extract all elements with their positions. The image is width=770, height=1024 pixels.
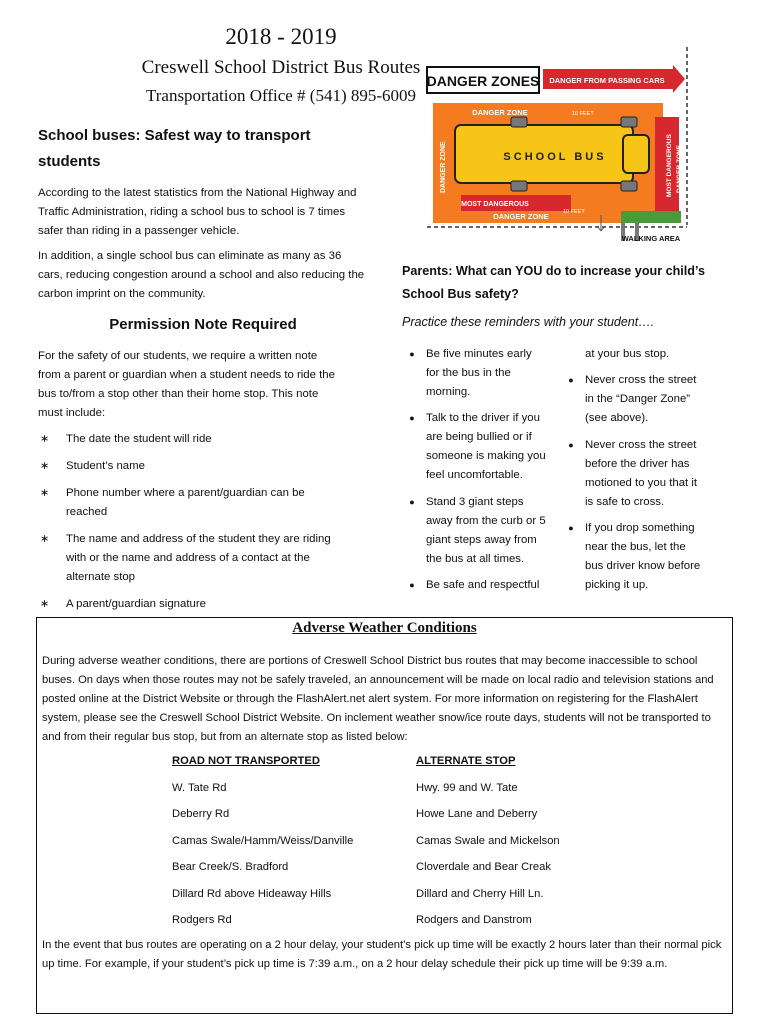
tip-text: Be five minutes early for the bus in the morning. [426,348,532,398]
front-most-dangerous-label: MOST DANGEROUS [666,134,673,197]
school-year: 2018 - 2019 [225,24,337,49]
tip-item [557,519,707,595]
passing-cars-label: DANGER FROM PASSING CARS [549,76,665,85]
top-feet-label: 10 FEET [572,111,594,117]
asterisk-bullet: ∗ [40,460,50,472]
road-cell: Dillard Rd above Hideaway Hills [172,888,332,900]
tip-text: Stand 3 giant steps away from the curb or 5 giant steps away from the bus at all times. [426,496,546,565]
statistics-paragraph: According to the latest statistics from the National Highway and Traffic Administration, riding a school bus to school is 7 times safer than riding in a passenger vehicle. [38,187,357,237]
road-cell: Deberry Rd [172,808,230,820]
requirement-text: The date the student will ride [66,433,212,445]
parents-heading: Parents: What can YOU do to increase your child’s School Bus safety? [402,264,706,301]
side-danger-zone-label: DANGER ZONE [493,212,549,221]
dot-bullet: ● [409,497,415,507]
danger-zones-title: DANGER ZONES [426,73,540,89]
road-cell: Rodgers Rd [172,914,232,926]
safest-way-heading: School buses: Safest way to transport students [38,127,311,170]
requirement-text: Phone number where a parent/guardian can be reached [66,487,305,518]
asterisk-bullet: ∗ [40,598,50,610]
road-cell: W. Tate Rd [172,782,227,794]
bus-wheel [511,181,527,191]
requirement-text: A parent/guardian signature [66,598,206,610]
tip-item [398,409,548,485]
alternate-stop-cell: Howe Lane and Deberry [416,808,538,820]
tip-text: Never cross the street before the driver has motioned to you that it is safe to cross. [585,439,698,508]
transportation-office-phone: Transportation Office # (541) 895-6009 [145,86,417,105]
delay-note: In the event that bus routes are operating on a 2 hour delay, your student’s pick up time will be exactly 2 hours later than their normal pick up time. For example, if your student’s pick up time is 7:39 a.m., on a 2 hour delay schedule their pick up time will be 9:39 a.m. [42,939,722,970]
alternate-stop-cell: Camas Swale and Mickelson [416,835,560,847]
bus-wheel [621,117,637,127]
rear-danger-zone-label: DANGER ZONE [440,141,447,193]
practice-reminders: Practice these reminders with your student…. [402,315,655,329]
alternate-stop-cell: Cloverdale and Bear Creak [416,861,551,873]
tip-text: If you drop something near the bus, let the bus driver know before picking it up. [585,522,701,591]
tip-item [398,576,548,595]
walking-area-label: WALKING AREA [621,234,681,243]
alternate-stop-cell: Dillard and Cherry Hill Ln. [416,888,544,900]
road-cell: Bear Creek/S. Bradford [172,861,289,873]
school-bus-hood [623,135,649,173]
dot-bullet: ● [568,440,574,450]
side-feet-label: 10 FEET [563,209,585,215]
permission-note-heading: Permission Note Required [109,316,297,333]
requirement-text: Student’s name [66,460,145,472]
walking-area-zone [621,211,681,223]
bus-wheel [511,117,527,127]
requirement-item [40,530,350,587]
tip-text: Never cross the street in the “Danger Zone” (see above). [585,374,697,424]
requirement-item [40,457,350,476]
adverse-weather-heading: Adverse Weather Conditions [292,620,477,636]
dot-bullet: ● [568,375,574,385]
tip-item [398,493,548,569]
asterisk-bullet: ∗ [40,433,50,445]
asterisk-bullet: ∗ [40,533,50,545]
front-danger-zone-label: DANGER ZONE [676,144,683,193]
tip-item [557,371,707,428]
tip-text: Be safe and respectful [426,579,540,591]
tip-text: Talk to the driver if you are being bullied or if someone is making you feel uncomfortable. [426,412,546,481]
tip-item [557,436,707,512]
road-cell: Camas Swale/Hamm/Weiss/Danville [172,835,354,847]
dot-bullet: ● [409,413,415,423]
alternate-stop-cell: Hwy. 99 and W. Tate [416,782,518,794]
top-danger-zone-label: DANGER ZONE [472,108,528,117]
requirement-item [40,430,350,449]
side-most-dangerous-label: MOST DANGEROUS [461,201,529,208]
asterisk-bullet: ∗ [40,487,50,499]
dot-bullet: ● [409,349,415,359]
document-title: Creswell School District Bus Routes [141,57,421,78]
congestion-paragraph: In addition, a single school bus can eliminate as many as 36 cars, reducing congestion around a school and also reducing the carbon imprint on the community. [38,250,365,300]
tip-continuation: at your bus stop. [585,348,670,360]
requirement-item [40,595,350,614]
dot-bullet: ● [568,523,574,533]
road-not-transported-header: ROAD NOT TRANSPORTED [172,755,320,767]
school-bus-label: SCHOOL BUS [503,151,607,163]
adverse-weather-description: During adverse weather conditions, there are portions of Creswell School District bus routes that may become inaccessible to school buses. On days when those routes may not be safely traveled, an announcement will be made on local radio and television stations and posted online at the District Website or through the FlashAlert.net alert system. For more information on registering for the FlashAlert system, please see the Creswell School District Website. On inclement weather snow/ice route days, students will not be transported to and from their regular bus stop, but from an alternate stop as listed below: [42,655,714,743]
alternate-stop-header: ALTERNATE STOP [416,755,516,767]
requirement-text: The name and address of the student they are riding with or the name and address of a contact at the alternate stop [66,533,331,583]
danger-zones-diagram [425,45,691,245]
tip-item [398,345,548,402]
bus-wheel [621,181,637,191]
permission-intro: For the safety of our students, we require a written note from a parent or guardian when a student needs to ride the bus to/from a stop other than their home stop. This note must include: [38,350,335,419]
requirement-item [40,484,330,522]
alternate-stop-cell: Rodgers and Danstrom [416,914,532,926]
dot-bullet: ● [409,580,415,590]
